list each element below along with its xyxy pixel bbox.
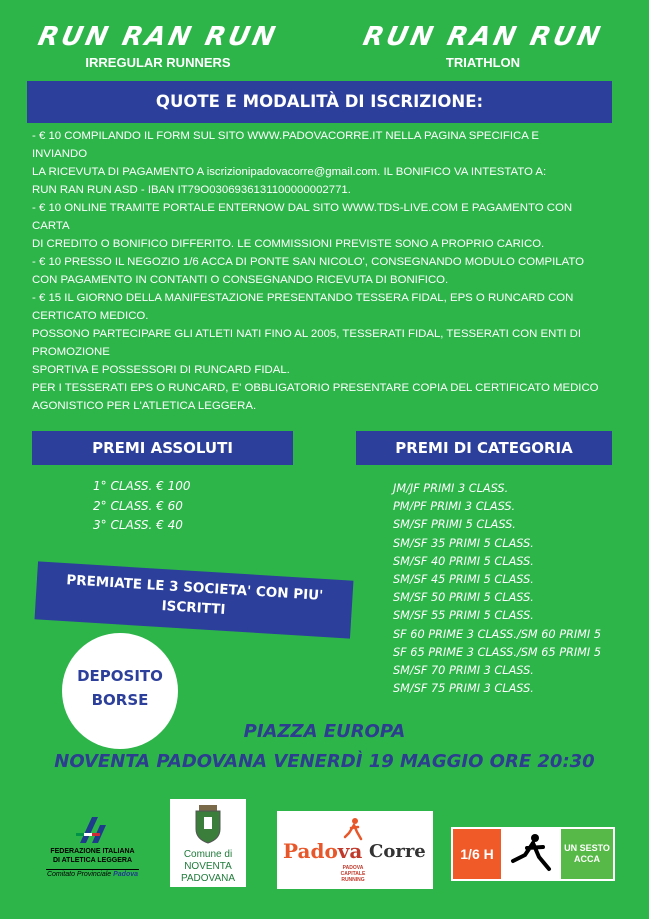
prize-item: 3° CLASS. € 40 bbox=[93, 518, 183, 532]
quote-line: AGONISTICO PER L'ATLETICA LEGGERA. bbox=[32, 400, 257, 412]
fidal-logo bbox=[40, 813, 145, 883]
fidal-emblem-icon bbox=[40, 813, 145, 847]
quote-line: CARTA bbox=[32, 220, 70, 232]
category-item: SM/SF 75 PRIMI 3 CLASS. bbox=[393, 682, 534, 696]
unsesto-right2: ACCA bbox=[574, 854, 600, 864]
brand-left-subtitle: IRREGULAR RUNNERS bbox=[85, 55, 231, 70]
premi-assoluti-title: PREMI ASSOLUTI bbox=[92, 439, 233, 457]
category-item: SM/SF 35 PRIMI 5 CLASS. bbox=[393, 536, 534, 550]
quote-line: PER I TESSERATI EPS O RUNCARD, E' OBBLIGATORIO PRESENTARE COPIA DEL CERTIFICATO MEDICO bbox=[32, 382, 599, 394]
category-item: PM/PF PRIMI 3 CLASS. bbox=[393, 500, 516, 514]
comune-logo bbox=[170, 799, 246, 887]
societa-line1: PREMIATE LE 3 SOCIETA' CON PIU' bbox=[65, 572, 324, 604]
padovacorre-tagline bbox=[329, 865, 377, 883]
deposito-line2: BORSE bbox=[91, 691, 149, 709]
padovacorre-tag2: CAPITALE bbox=[340, 871, 366, 877]
padovacorre-tag3: RUNNING bbox=[341, 877, 365, 883]
unsesto-left: 1/6 H bbox=[453, 829, 501, 879]
location-date: NOVENTA PADOVANA VENERDÌ 19 MAGGIO ORE 20:30 bbox=[54, 751, 595, 772]
padovacorre-left: Pado bbox=[283, 839, 338, 863]
quote-line: INVIANDO bbox=[32, 148, 88, 160]
quote-line: POSSONO PARTECIPARE GLI ATLETI NATI FINO AL 2005, TESSERATI FIDAL, TESSERATI CON ENTI DI bbox=[32, 328, 581, 340]
padovacorre-mid: va bbox=[337, 839, 363, 863]
fidal-line1: FEDERAZIONE ITALIANA bbox=[50, 848, 135, 855]
runner-silhouette-icon bbox=[505, 829, 559, 879]
quote-line: CON PAGAMENTO IN CONTANTI O CONSEGNANDO RICEVUTA DI BONIFICO. bbox=[32, 274, 449, 286]
prize-item: 1° CLASS. € 100 bbox=[93, 479, 191, 493]
quote-line: - € 10 ONLINE TRAMITE PORTALE ENTERNOW DAL SITO WWW.TDS-LIVE.COM E PAGAMENTO CON bbox=[32, 202, 573, 214]
padovacorre-wordmark bbox=[283, 839, 362, 863]
brand-left: RUN RAN RUN bbox=[35, 22, 281, 52]
category-item: SM/SF PRIMI 5 CLASS. bbox=[393, 518, 516, 532]
category-item: SF 60 PRIME 3 CLASS./SM 60 PRIMI 5 bbox=[393, 627, 602, 641]
category-item: SM/SF 55 PRIMI 5 CLASS. bbox=[393, 609, 534, 623]
category-item: SM/SF 45 PRIMI 5 CLASS. bbox=[393, 573, 534, 587]
unsesto-right bbox=[561, 829, 613, 879]
quote-line: SPORTIVA E POSSESSORI DI RUNCARD FIDAL. bbox=[32, 364, 290, 376]
category-item: SM/SF 40 PRIMI 5 CLASS. bbox=[393, 554, 534, 568]
category-item: SM/SF 50 PRIMI 5 CLASS. bbox=[393, 591, 534, 605]
quote-line: PROMOZIONE bbox=[32, 346, 110, 358]
fidal-comitato-label: Comitato Provinciale bbox=[46, 871, 112, 878]
quote-line: - € 10 COMPILANDO IL FORM SUL SITO WWW.PADOVACORRE.IT NELLA PAGINA SPECIFICA E bbox=[32, 130, 539, 142]
comune-line1: Comune di bbox=[183, 849, 233, 860]
brand-right: RUN RAN RUN bbox=[360, 22, 606, 52]
category-item: JM/JF PRIMI 3 CLASS. bbox=[393, 482, 509, 495]
category-item: SM/SF 70 PRIMI 3 CLASS. bbox=[393, 664, 534, 678]
quote-text bbox=[32, 127, 622, 415]
quote-title: QUOTE E MODALITÀ DI ISCRIZIONE: bbox=[155, 92, 484, 111]
comune-line2: NOVENTA bbox=[184, 861, 232, 872]
location-venue: PIAZZA EUROPA bbox=[243, 721, 406, 742]
quote-line: LA RICEVUTA DI PAGAMENTO A iscrizionipadovacorre@gmail.com. IL BONIFICO VA INTESTATO A: bbox=[32, 166, 547, 178]
premi-categoria-title: PREMI DI CATEGORIA bbox=[395, 439, 573, 457]
comune-line3: PADOVANA bbox=[180, 873, 236, 884]
quote-line: - € 15 IL GIORNO DELLA MANIFESTAZIONE PRESENTANDO TESSERA FIDAL, EPS O RUNCARD CON bbox=[32, 292, 574, 304]
runner-figure-icon bbox=[343, 817, 363, 841]
unsesto-right1: UN SESTO bbox=[564, 843, 610, 853]
padovacorre-logo bbox=[277, 811, 433, 889]
padovacorre-right: Corre bbox=[369, 841, 426, 862]
comune-crest-icon bbox=[170, 799, 246, 845]
fidal-line2: DI ATLETICA LEGGERA bbox=[52, 857, 133, 864]
quote-line: DI CREDITO O BONIFICO DIFFERITO. LE COMMISSIONI PREVISTE SONO A PROPRIO CARICO. bbox=[32, 238, 545, 250]
category-item: SF 65 PRIME 3 CLASS./SM 65 PRIMI 5 bbox=[393, 645, 602, 659]
quote-line: CERTICATO MEDICO. bbox=[32, 310, 149, 322]
premi-assoluti-list bbox=[93, 477, 191, 536]
premi-categoria-band bbox=[356, 431, 612, 465]
quote-line: RUN RAN RUN ASD - IBAN IT79O0306936131100000002771. bbox=[32, 184, 351, 196]
quote-title-band bbox=[27, 81, 612, 123]
deposito-line1: DEPOSITO bbox=[77, 667, 163, 685]
unsesto-logo bbox=[451, 827, 615, 881]
padovacorre-tag1: PADOVA bbox=[342, 865, 364, 871]
quote-line: - € 10 PRESSO IL NEGOZIO 1/6 ACCA DI PONTE SAN NICOLO', CONSEGNANDO MODULO COMPILATO bbox=[32, 256, 584, 268]
fidal-comitato bbox=[46, 869, 139, 880]
premi-categoria-list bbox=[393, 480, 601, 698]
societa-line2: ISCRITTI bbox=[161, 598, 226, 618]
societa-banner bbox=[35, 561, 354, 638]
fidal-city: Padova bbox=[113, 871, 139, 878]
prize-item: 2° CLASS. € 60 bbox=[93, 498, 183, 513]
brand-right-subtitle: TRIATHLON bbox=[445, 55, 521, 70]
premi-assoluti-band bbox=[32, 431, 293, 465]
